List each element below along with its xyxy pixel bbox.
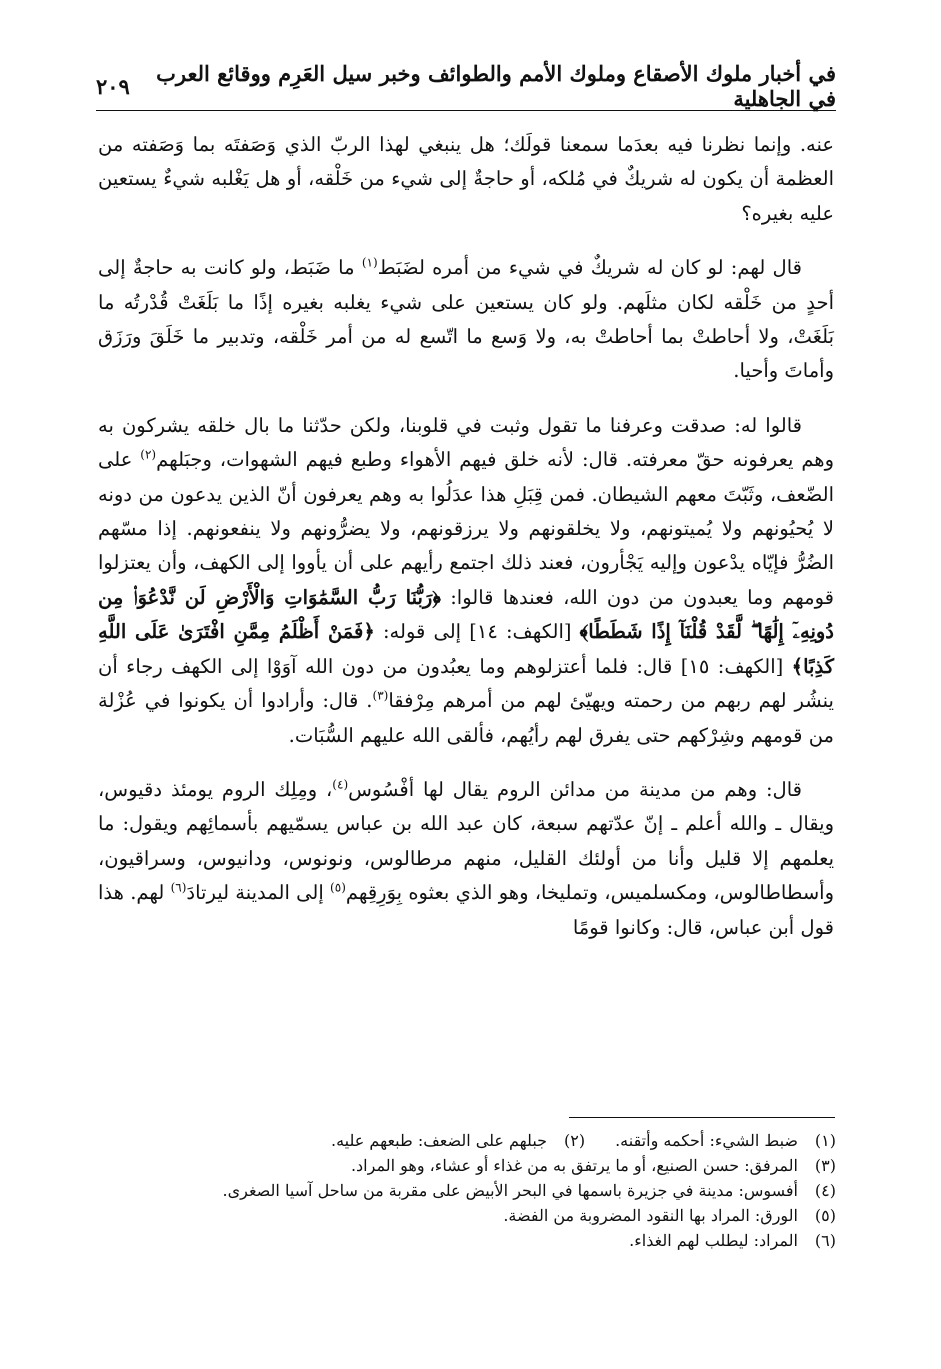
footnote-text: جبلهم على الضعف: طبعهم عليه. [331,1131,548,1150]
paragraph-text: [الكهف: ١٤] إلى قوله: [374,620,580,644]
paragraph [98,773,834,945]
body-text [98,128,834,965]
footnote-marker: (٢) [140,447,157,462]
footnote-text: ضبط الشيء: أحكمه وأتقنه. [615,1131,798,1150]
paragraph-text: عنه. وإنما نظرنا فيه بعدَما سمعنا قولَك؛ هل ينبغي لهذا الربّ الذي وَصَفتَه بما وَصَفته من العظمة أن يكون له شريكٌ في مُلكه، أو حاجةٌ إلى شيء من خَلْقه، أو هل يَغْلبه شيءٌ يستعين عليه بغيره؟ [98,133,834,225]
running-title: في أخبار ملوك الأصقاع وملوك الأمم والطوائف وخبر سيل العَرِم ووقائع العرب في الجاهلية [156,61,836,111]
paragraph-text: قال لهم: لو كان له شريكٌ في شيء من أمره لضَبَط [377,256,802,280]
paragraph-text: [الكهف: ١٥] قال: فلما أعتزلوهم وما يعبُدون من دون الله آوَوْا إلى الكهف رجاء أن ينشُر لهم ربهم من رحمته ويهيّئ لهم من أمرهم مِرْفقا [98,654,834,713]
footnote-number: (٢) [563,1131,586,1150]
footnote-number: (١) [814,1131,836,1150]
footnote-number: (٥) [814,1206,836,1225]
footnote-row [96,1128,836,1153]
paragraph-text: ما ضَبَط، ولو كانت به حاجةٌ إلى أحدٍ من خَلْقه لكان مثلَهم. ولو كان يستعين على شيء يغلبه بغيره إذًا ما بَلَغَتْ قُدْرتُه ما بَلَغَتْ، ولا أحاطتْ بما أحاطتْ به، ولا وَسع ما اتّسع له من أمر خَلْقه، وتدبير ما خَلَقَ ورَزَق وأماتَ وأحيا. [98,256,834,383]
footnote-row [96,1228,836,1253]
header-rule [96,110,836,111]
footnote-text: أفسوس: مدينة في جزيرة باسمها في البحر الأبيض على مقربة من ساحل آسيا الصغرى. [222,1181,798,1200]
footnote-text: المراد: ليطلب لهم الغذاء. [629,1231,798,1250]
footnote-text: الورق: المراد بها النقود المضروبة من الفضة. [503,1206,798,1225]
footnote-marker: (٦) [170,880,187,895]
paragraph-text: ، ومِلِك الروم يومئذ دقيوس، ويقال ـ والله أعلم ـ إنّ عدّتهم سبعة، كان عبد الله بن عباس يسمّيهم بأسمائِهم ويقول: ما يعلمهم إلا قليل وأنا من أولئك القليل، منهم مرطالوس، ونونوس، ودانيوس، وسراقيون، وأسطاطالوس، ومكسلميس، وتمليخا، وهو الذي بعثوه بِوَرِقِهم [98,777,835,905]
footnote-separator [569,1117,835,1118]
paragraph-text: قالوا له: صدقت وعرفنا ما تقول وثبت في قلوبنا، ولكن حدّثنا ما بال خلقه يشركون به وهم يعرفونه حقّ معرفته. قال: لأنه خلق فيهم الأهواء وطبع فيهم الشهوات، وجبَلهم [98,413,835,472]
footnotes [96,1128,836,1253]
footnote [615,1128,836,1153]
footnote-marker: (٤) [332,777,349,792]
paragraph-text: على الضّعف، وثَبّتَ معهم الشيطان. فمن قِبَلِ هذا عدَلُوا به وهم يعرفون أنّ الذين يدعون من دونه لا يُحيُونهم ولا يُميتونهم، ولا يخلقونهم ولا يرزقونهم، ولا يضرُّونهم ولا ينفعونهم. إذا مسّهم الضُرُّ فإيّاه يدْعون وإليه يَجْأرون، فعند ذلك اجتمع رأيهم على أن يأووا إلى الكهف، وأن يعتزلوا قومهم وما يعبدون من دون الله، فعندها قالوا: [98,448,834,609]
footnote-number: (٦) [814,1231,836,1250]
footnote [503,1203,836,1228]
footnote [629,1228,836,1253]
footnote-number: (٤) [814,1181,836,1200]
footnote [223,1178,837,1203]
quran-quote: ﴿فَمَنْ أَظْلَمُ مِمَّنِ افْتَرَىٰ عَلَى اللَّهِ كَذِبًا﴾ [98,620,834,678]
footnote-marker: (٣) [372,688,389,703]
paragraph [98,128,834,231]
footnote-text: المرفق: حسن الصنيع، أو ما يرتفق به من غذاء أو عشاء، وهو المراد. [350,1156,798,1175]
footnote [331,1128,585,1153]
paragraph-text: . قال: وأرادوا أن يكونوا في عُزْلة من قومهم وشِرْكهم حتى يفرق لهم رأيُهم، فألقى الله عليهم السُّبَات. [98,689,834,747]
footnote-row [96,1203,836,1228]
paragraph-text: لهم. هذا قول أبن عباس، قال: وكانوا قومًا [98,881,834,939]
paragraph [98,251,834,389]
page-number: ٢٠٩ [96,73,130,99]
paragraph-text: قال: وهم من مدينة من مدائن الروم يقال لها أفْسُوس [348,777,802,801]
footnote-row [96,1178,836,1203]
footnote-number: (٣) [814,1156,836,1175]
quran-quote: ﴿رَبُّنَا رَبُّ السَّمَٰوَاتِ وَالْأَرْضِ لَن نَّدْعُوَا۟ مِن دُونِهِۦٓ إِلَٰهًا ۖ لَّقَدْ قُلْنَآ إِذًا شَطَطًا﴾ [98,585,834,644]
paragraph [98,409,834,753]
paragraph-text: إلى المدينة ليرتادَ [186,881,331,905]
footnote [351,1153,836,1178]
footnote-row [96,1153,836,1178]
running-header [96,61,836,111]
footnote-marker: (٥) [330,880,346,895]
footnote-marker: (١) [361,255,378,270]
